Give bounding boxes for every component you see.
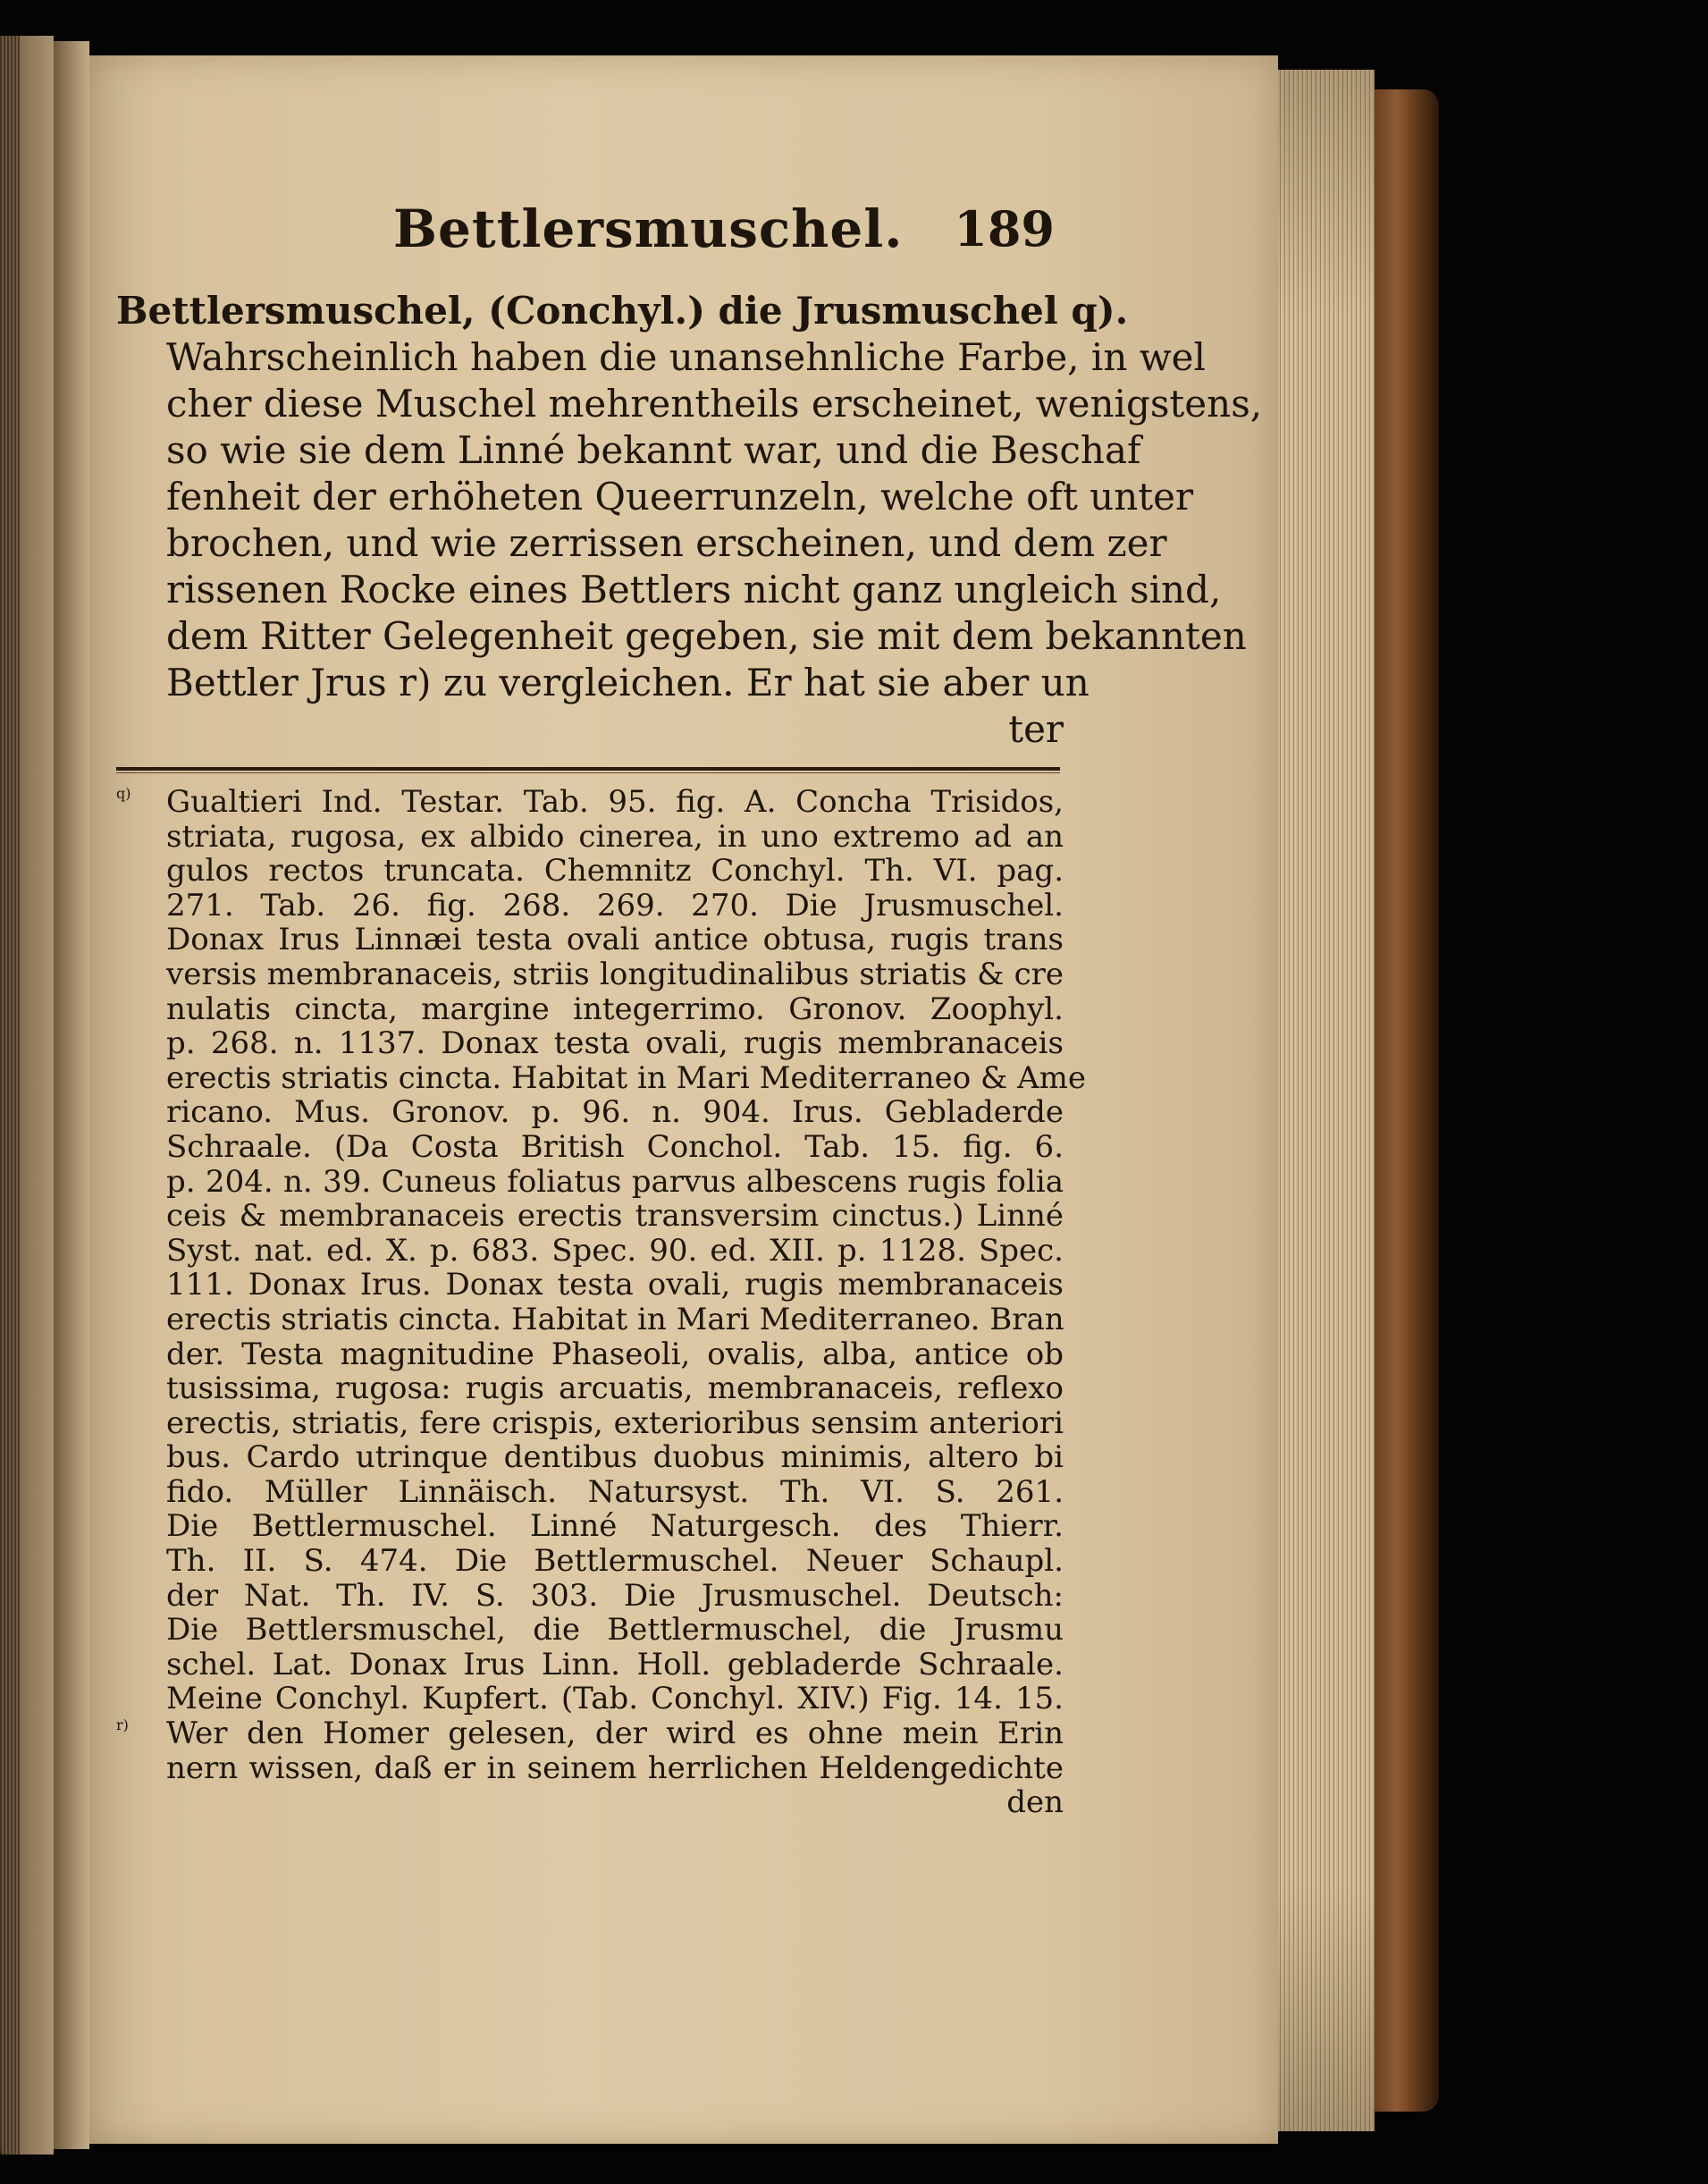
- footnote-line: Wer den Homer gelesen, der wird es ohne mein Erin: [166, 1716, 1064, 1752]
- footnote-r: [116, 1716, 1064, 1820]
- footnote-catchword: den: [1006, 1784, 1064, 1821]
- footnote-q: [116, 784, 1087, 1717]
- footnote-line: Meine Conchyl. Kupfert. (Tab. Conchyl. XIV.) Fig. 14. 15.: [166, 1681, 1064, 1717]
- footnote-line: nern wissen, daß er in seinem herrlichen Heldengedichte: [166, 1750, 1064, 1786]
- body-line: Wahrscheinlich haben die unansehnliche Farbe, in wel: [166, 335, 1206, 379]
- footnote-line: p. 268. n. 1137. Donax testa ovali, rugis membranaceis: [166, 1025, 1064, 1062]
- body-line: fenheit der erhöheten Queerrunzeln, welche oft unter: [166, 475, 1194, 519]
- footnote-line: der Nat. Th. IV. S. 303. Die Jrusmuschel. Deutsch:: [166, 1577, 1064, 1614]
- footnote-line: Die Bettlermuschel. Linné Naturgesch. des Thierr.: [166, 1508, 1064, 1545]
- footnote-marker-q: q): [116, 785, 131, 802]
- footnote-line: Donax Irus Linnæi testa ovali antice obtusa, rugis trans: [166, 922, 1064, 958]
- body-line: brochen, und wie zerrissen erscheinen, und dem zer: [166, 521, 1167, 565]
- body-line: Bettlersmuschel, (Conchyl.) die Jrusmuschel q).: [116, 289, 1129, 333]
- footnote-line: nulatis cincta, margine integerrimo. Gronov. Zoophyl.: [166, 991, 1064, 1027]
- footnote-line: Th. II. S. 474. Die Bettlermuschel. Neuer Schaupl.: [166, 1543, 1064, 1580]
- footnote-line: Gualtieri Ind. Testar. Tab. 95. fig. A. Concha Trisidos,: [166, 784, 1064, 820]
- footnote-line: versis membranaceis, striis longitudinalibus striatis & cre: [166, 956, 1064, 992]
- book-cover-edge: [1375, 89, 1439, 2112]
- book-gutter: [54, 41, 89, 2149]
- body-line: Bettler Jrus r) zu vergleichen. Er hat sie aber un: [166, 661, 1090, 704]
- left-page-leaves: [0, 36, 20, 2154]
- footnote-line: schel. Lat. Donax Irus Linn. Holl. gebladerde Schraale.: [166, 1646, 1064, 1682]
- footnote-rule: [116, 767, 1060, 771]
- footnote-line: der. Testa magnitudine Phaseoli, ovalis, alba, antice ob: [166, 1336, 1064, 1372]
- running-head: [393, 198, 1055, 261]
- footnote-line: erectis, striatis, fere crispis, exterioribus sensim anteriori: [166, 1404, 1064, 1441]
- body-line: rissenen Rocke eines Bettlers nicht ganz ungleich sind,: [166, 568, 1222, 611]
- body-line: dem Ritter Gelegenheit gegeben, sie mit dem bekannten: [166, 614, 1247, 658]
- body-paragraph: [116, 288, 1263, 753]
- footnote-line: erectis striatis cincta. Habitat in Mari Mediterraneo & Ame: [166, 1059, 1087, 1096]
- footnote-line: 271. Tab. 26. fig. 268. 269. 270. Die Jrusmuschel.: [166, 887, 1064, 923]
- footnotes: [116, 784, 1087, 1821]
- footnote-marker-r: r): [116, 1716, 129, 1734]
- footnote-line: p. 204. n. 39. Cuneus foliatus parvus albescens rugis folia: [166, 1163, 1064, 1200]
- footnote-line: Die Bettlersmuschel, die Bettlermuschel, die Jrusmu: [166, 1612, 1064, 1649]
- footnote-line: Schraale. (Da Costa British Conchol. Tab. 15. fig. 6.: [166, 1128, 1064, 1165]
- footnote-line: Syst. nat. ed. X. p. 683. Spec. 90. ed. XII. p. 1128. Spec.: [166, 1232, 1064, 1269]
- page-edge-shade: [1278, 70, 1375, 2131]
- body-line: so wie sie dem Linné bekannt war, und die Beschaf: [166, 428, 1141, 472]
- footnote-line: 111. Donax Irus. Donax testa ovali, rugis membranaceis: [166, 1267, 1064, 1303]
- footnote-line: erectis striatis cincta. Habitat in Mari Mediterraneo. Bran: [166, 1301, 1064, 1337]
- footnote-rule-thin: [116, 772, 1060, 773]
- footnote-line: gulos rectos truncata. Chemnitz Conchyl. Th. VI. pag.: [166, 853, 1064, 890]
- footnote-line: ricano. Mus. Gronov. p. 96. n. 904. Irus. Gebladerde: [166, 1094, 1064, 1131]
- footnote-line: tusissima, rugosa: rugis arcuatis, membranaceis, reflexo: [166, 1370, 1064, 1407]
- body-line: cher diese Muschel mehrentheils erscheinet, wenigstens,: [166, 382, 1263, 426]
- running-head-title: Bettlersmuschel.: [393, 198, 904, 259]
- footnote-line: striata, rugosa, ex albido cinerea, in uno extremo ad an: [166, 818, 1064, 855]
- footnote-line: ceis & membranaceis erectis transversim cinctus.) Linné: [166, 1198, 1064, 1235]
- footnote-line: fido. Müller Linnäisch. Natursyst. Th. VI. S. 261.: [166, 1473, 1064, 1510]
- footnote-line: bus. Cardo utrinque dentibus duobus minimis, altero bi: [166, 1439, 1064, 1476]
- page-number: 189: [954, 200, 1055, 257]
- catchword: ter: [1008, 707, 1064, 751]
